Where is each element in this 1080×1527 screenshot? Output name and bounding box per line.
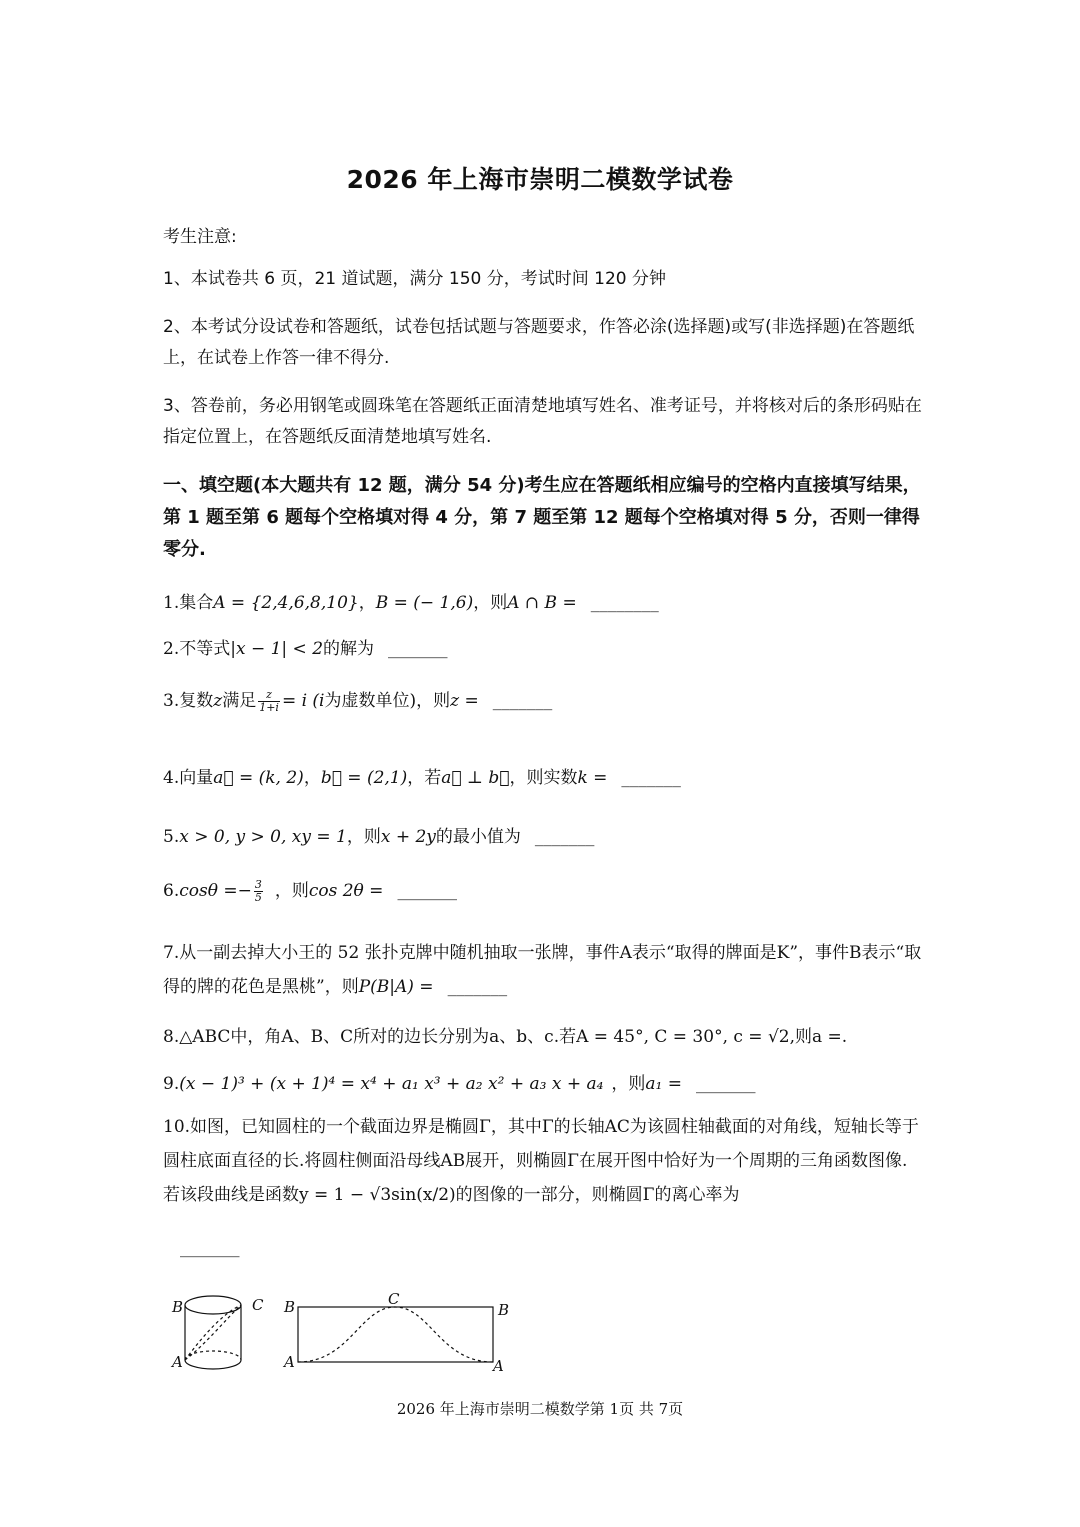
question-7: 7.从一副去掉大小王的 52 张扑克牌中随机抽取一张牌，事件A表示“取得的牌面是K”，事件B表示“取得的牌的花色是黑桃”，则P(B|A) = _______ bbox=[163, 936, 923, 1004]
question-6: 6.cosθ =− $\frac{3}{5}$ ，则cos 2θ = _______ bbox=[163, 878, 457, 904]
notice-item-3: 3、答卷前，务必用钢笔或圆珠笔在答题纸正面清楚地填写姓名、准考证号，并将核对后的条形码贴在指定位置上，在答题纸反面清楚地填写姓名. bbox=[163, 396, 922, 447]
label-cyl-B: B bbox=[172, 1298, 184, 1316]
figure-cylinder-and-unrolled bbox=[160, 1285, 530, 1385]
question-4: 4.向量a⃗ = (k, 2)，b⃗ = (2,1)，若a⃗ ⊥ b⃗，则实数k = _______ bbox=[163, 768, 681, 788]
notice-item-1: 1、本试卷共 6 页，21 道试题，满分 150 分，考试时间 120 分钟 bbox=[163, 269, 666, 289]
label-rect-B-right: B bbox=[498, 1301, 510, 1319]
answer-blank: _______ bbox=[397, 881, 457, 901]
notice-item-2: 2、本考试分设试卷和答题纸，试卷包括试题与答题要求，作答必涂(选择题)或写(非选择题)在答题纸上，在试卷上作答一律不得分. bbox=[163, 317, 915, 368]
label-rect-A-left: A bbox=[284, 1353, 295, 1371]
page-title: 2026 年上海市崇明二模数学试卷 bbox=[346, 165, 734, 194]
label-rect-C: C bbox=[388, 1290, 400, 1308]
label-rect-A-right: A bbox=[493, 1357, 504, 1375]
question-10: 10.如图，已知圆柱的一个截面边界是椭圆Γ，其中Γ的长轴AC为该圆柱轴截面的对角线，短轴长等于圆柱底面直径的长.将圆柱侧面沿母线AB展开，则椭圆Γ在展开图中恰好为一个周期的三角函数图像.若该段曲线是函数y = 1 − √3sin(x/2)的图像的一部分，则椭圆Γ的离心率为 bbox=[163, 1117, 919, 1205]
answer-blank: _______ bbox=[534, 827, 595, 847]
label-cyl-C: C bbox=[252, 1296, 264, 1314]
question-1: 1.集合A = {2,4,6,8,10}，B = (− 1,6)，则A ∩ B = ________ bbox=[163, 593, 659, 613]
answer-blank: _______ bbox=[696, 1074, 756, 1094]
answer-blank: _______ bbox=[388, 639, 448, 659]
fraction: $\frac{z}{1+i}$ bbox=[259, 688, 279, 714]
answer-blank: _______ bbox=[180, 1238, 240, 1258]
label-rect-B-left: B bbox=[284, 1298, 296, 1316]
label-cyl-A: A bbox=[172, 1353, 183, 1371]
answer-blank: _______ bbox=[447, 977, 508, 997]
fraction: $\frac{3}{5}$ bbox=[254, 878, 262, 904]
question-3: 3.复数z满足 $\frac{z}{1+i}$ = i (i为虚数单位)，则z = _______ bbox=[163, 688, 553, 714]
unrolled-diagram bbox=[298, 1307, 493, 1362]
notice-heading: 考生注意: bbox=[163, 227, 237, 247]
question-5: 5.x > 0, y > 0, xy = 1，则x + 2y的最小值为 _______ bbox=[163, 827, 595, 847]
cylinder-diagram bbox=[185, 1296, 241, 1369]
page-footer: 2026 年上海市崇明二模数学第 1页 共 7页 bbox=[396, 1400, 684, 1418]
section-heading: 一、填空题(本大题共有 12 题，满分 54 分)考生应在答题纸相应编号的空格内直接填写结果，第 1 题至第 6 题每个空格填对得 4 分，第 7 题至第 12 题每个空格填对得 5 分，否则一律得零分. bbox=[163, 475, 921, 560]
answer-blank: ________ bbox=[590, 593, 659, 613]
question-2: 2.不等式|x − 1| < 2的解为 _______ bbox=[163, 639, 448, 659]
answer-blank: _______ bbox=[621, 768, 681, 788]
question-9: 9.(x − 1)³ + (x + 1)⁴ = x⁴ + a₁ x³ + a₂ x² + a₃ x + a₄ ，则a₁ = _______ bbox=[163, 1074, 756, 1094]
answer-blank: _______ bbox=[492, 691, 553, 711]
question-8: 8.△ABC中，角A、B、C所对的边长分别为a、b、c.若A = 45°, C = 30°, c = √2,则a =. bbox=[163, 1027, 848, 1047]
